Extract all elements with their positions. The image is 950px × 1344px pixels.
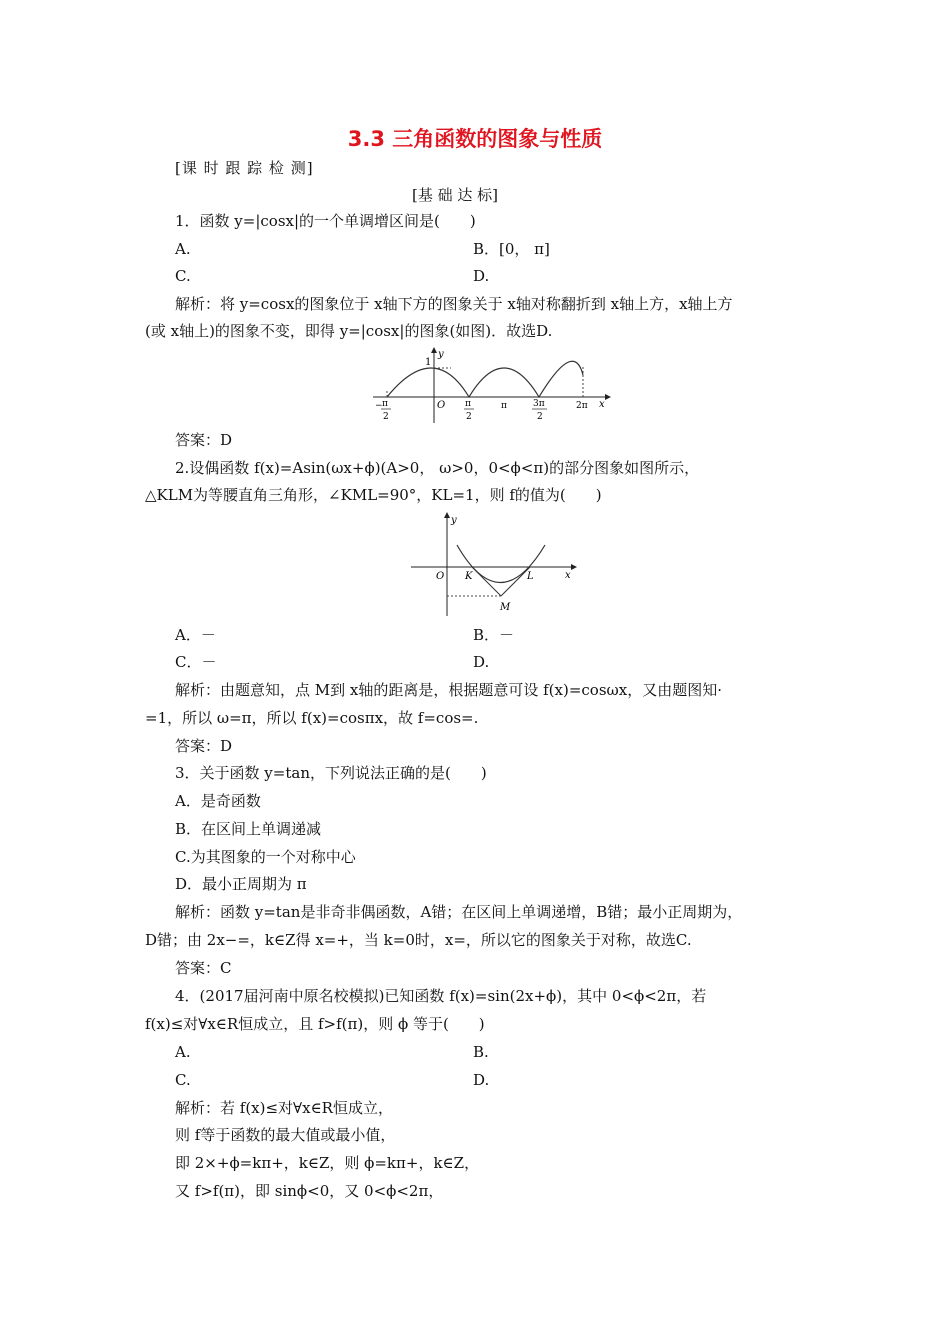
- q1-tick-neg-sign: −: [375, 401, 383, 411]
- q1-tick-2pi: 2π: [576, 401, 588, 411]
- q1-analysis-line2: (或 x轴上)的图象不变，即得 y=|cosx|的图象(如图)．故选D.: [145, 322, 553, 340]
- q4-stem-line2: f(x)≤对∀x∈R恒成立，且 f>f(π)，则 ϕ 等于( ): [145, 1015, 485, 1033]
- q2-stem-line1: 2.设偶函数 f(x)=Asin(ωx+ϕ)(A>0， ω>0，0<ϕ<π)的部分图象如图所示，: [175, 459, 700, 477]
- q2-y-label: y: [451, 515, 457, 526]
- header-tag: [课 时 跟 踪 检 测]: [175, 159, 314, 177]
- q3-option-b: B．在区间上单调递减: [175, 820, 322, 838]
- q1-analysis-line1: 解析：将 y=cosx的图象位于 x轴下方的图象关于 x轴对称翻折到 x轴上方，x轴上方: [175, 295, 733, 313]
- q1-tick-3half-pi-den: 2: [537, 412, 543, 422]
- q4-option-c: C.: [175, 1071, 191, 1089]
- q3-option-a: A．是奇函数: [175, 792, 261, 810]
- q3-option-c: C.为其图象的一个对称中心: [175, 848, 356, 866]
- q2-analysis-line1: 解析：由题意知，点 M到 x轴的距离是，根据题意可设 f(x)=cosωx，又由题图知·: [175, 681, 722, 699]
- q1-origin-label: O: [437, 400, 446, 411]
- q1-tick-3half-pi-num: 3π: [533, 399, 545, 409]
- q1-tick-pi: π: [501, 401, 507, 411]
- q1-stem: 1．函数 y=|cosx|的一个单调增区间是( ): [175, 212, 476, 230]
- q1-answer: 答案：D: [175, 431, 233, 449]
- q2-option-a: A．－: [175, 626, 216, 644]
- q4-option-d: D.: [473, 1071, 490, 1089]
- q1-x-label: x: [599, 399, 605, 410]
- q2-origin-label: O: [436, 571, 445, 582]
- q4-option-a: A.: [175, 1043, 191, 1061]
- q1-y-label: y: [438, 349, 444, 360]
- q1-option-c: C.: [175, 267, 191, 285]
- q2-stem-line2: △KLM为等腰直角三角形，∠KML=90°，KL=1，则 f的值为( ): [145, 486, 602, 504]
- q1-tick-neg-half-pi-num: π: [382, 399, 388, 409]
- q2-option-b: B．－: [473, 626, 515, 644]
- q2-analysis-line2: =1，所以 ω=π，所以 f(x)=cosπx，故 f=cos=.: [145, 709, 479, 727]
- q2-x-label: x: [565, 570, 571, 581]
- q1-option-a: A.: [175, 240, 191, 258]
- q2-answer: 答案：D: [175, 737, 233, 755]
- q2-m-label: M: [500, 602, 511, 613]
- q2-option-c: C．－: [175, 653, 217, 671]
- q4-analysis-line1: 解析：若 f(x)≤对∀x∈R恒成立，: [175, 1099, 393, 1117]
- q4-analysis-line4: 又 f>f(π)，即 sinϕ<0，又 0<ϕ<2π，: [175, 1182, 444, 1200]
- q3-option-d: D．最小正周期为 π: [175, 875, 307, 893]
- q1-curve: [387, 361, 583, 397]
- q1-tick-neg-half-pi-den: 2: [383, 412, 389, 422]
- q2-option-d: D.: [473, 653, 490, 671]
- q2-triangle-km: [472, 567, 501, 596]
- q1-option-b: B．[0， π]: [473, 240, 550, 258]
- q2-y-arrow-icon: [444, 512, 450, 518]
- section-tag: [基 础 达 标]: [412, 186, 499, 204]
- q2-l-label: L: [527, 571, 534, 582]
- q1-option-d: D.: [473, 267, 490, 285]
- q1-tick-half-pi-den: 2: [466, 412, 472, 422]
- q3-analysis-line1: 解析：函数 y=tan是非奇非偶函数，A错；在区间上单调递增，B错；最小正周期为，: [175, 903, 743, 921]
- q4-analysis-line2: 则 f等于函数的最大值或最小值，: [175, 1126, 396, 1144]
- q4-analysis-line3: 即 2×+ϕ=kπ+，k∈Z，则 ϕ=kπ+，k∈Z，: [175, 1154, 480, 1172]
- q3-analysis-line2: D错；由 2x−=，k∈Z得 x=+，当 k=0时，x=，所以它的图象关于对称，故选C.: [145, 931, 692, 949]
- q1-one-label: 1: [425, 357, 432, 368]
- q2-x-arrow-icon: [571, 564, 577, 570]
- q2-k-label: K: [465, 571, 473, 582]
- q3-stem: 3．关于函数 y=tan，下列说法正确的是( ): [175, 764, 487, 782]
- q1-cos-abs-graph: [365, 345, 615, 425]
- q1-x-arrow-icon: [605, 394, 611, 400]
- q4-stem-line1: 4．(2017届河南中原名校模拟)已知函数 f(x)=sin(2x+ϕ)，其中 0<ϕ<2π，若: [175, 987, 707, 1005]
- q2-cos-graph: [405, 510, 585, 620]
- q4-option-b: B.: [473, 1043, 489, 1061]
- q3-answer: 答案：C: [175, 959, 232, 977]
- page-title: 3.3 三角函数的图象与性质: [347, 127, 603, 151]
- q1-tick-half-pi-num: π: [465, 399, 471, 409]
- q1-y-arrow-icon: [431, 347, 437, 353]
